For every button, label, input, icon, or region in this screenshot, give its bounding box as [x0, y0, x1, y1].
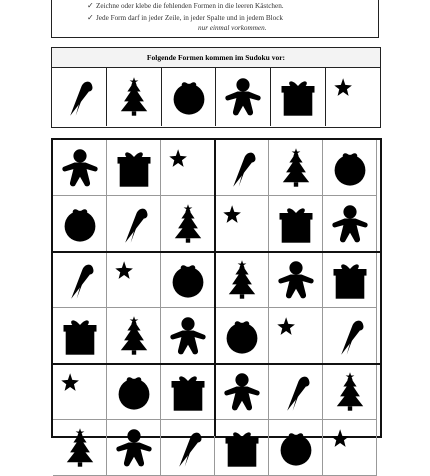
gingerbread-icon — [274, 258, 318, 302]
sudoku-cell[interactable] — [53, 308, 107, 364]
gift-icon — [166, 370, 210, 414]
candy-cane-icon — [274, 370, 318, 414]
legend-cell — [52, 68, 107, 126]
sudoku-cell[interactable] — [161, 308, 215, 364]
wreath-icon — [167, 75, 211, 119]
sudoku-cell[interactable] — [323, 420, 377, 476]
sudoku-grid — [51, 138, 382, 438]
gift-icon — [328, 258, 372, 302]
tree-icon — [112, 314, 156, 358]
tree-icon — [166, 202, 210, 246]
sudoku-cell[interactable] — [107, 140, 161, 196]
sudoku-cell[interactable] — [107, 308, 161, 364]
gingerbread-icon — [221, 75, 265, 119]
star-icon — [58, 370, 102, 414]
star-icon — [328, 426, 372, 470]
legend-cell — [271, 68, 326, 126]
sudoku-cell[interactable] — [107, 252, 161, 308]
wreath-icon — [166, 258, 210, 302]
sudoku-cell[interactable] — [269, 308, 323, 364]
gingerbread-icon — [58, 146, 102, 190]
sudoku-cell[interactable] — [323, 196, 377, 252]
legend-title: Folgende Formen kommen im Sudoku vor: — [52, 48, 380, 68]
legend-cell — [107, 68, 162, 126]
legend-cell — [326, 68, 380, 126]
candy-cane-icon — [112, 202, 156, 246]
sudoku-cell[interactable] — [215, 140, 269, 196]
tree-icon — [58, 426, 102, 470]
sudoku-cell[interactable] — [107, 420, 161, 476]
shape-legend — [51, 47, 381, 128]
sudoku-cell[interactable] — [323, 364, 377, 420]
sudoku-cell[interactable] — [53, 420, 107, 476]
tree-icon — [220, 258, 264, 302]
instruction-line-3: nur einmal vorkommen. — [198, 24, 267, 32]
tree-icon — [112, 75, 156, 119]
block-divider-horizontal — [53, 251, 380, 253]
star-icon — [331, 75, 375, 119]
sudoku-cell[interactable] — [161, 420, 215, 476]
star-icon — [220, 202, 264, 246]
sudoku-cell[interactable] — [53, 364, 107, 420]
instruction-line-2: Jede Form darf in jeder Zeile, in jeder Spalte und in jedem Block — [96, 14, 284, 22]
star-icon — [166, 146, 210, 190]
gift-icon — [274, 202, 318, 246]
checkmark-icon: ✓ — [87, 1, 94, 10]
wreath-icon — [328, 146, 372, 190]
sudoku-cell[interactable] — [215, 252, 269, 308]
tree-icon — [328, 370, 372, 414]
sudoku-cell[interactable] — [215, 196, 269, 252]
sudoku-cell[interactable] — [215, 420, 269, 476]
gingerbread-icon — [112, 426, 156, 470]
sudoku-cell[interactable] — [215, 364, 269, 420]
sudoku-cell[interactable] — [53, 196, 107, 252]
checkmark-icon: ✓ — [87, 13, 94, 22]
sudoku-cell[interactable] — [269, 252, 323, 308]
block-divider-vertical — [214, 140, 216, 436]
sudoku-cell[interactable] — [269, 196, 323, 252]
star-icon — [274, 314, 318, 358]
sudoku-cell[interactable] — [53, 140, 107, 196]
gift-icon — [112, 146, 156, 190]
candy-cane-icon — [220, 146, 264, 190]
tree-icon — [274, 146, 318, 190]
wreath-icon — [112, 370, 156, 414]
instruction-line-1: Zeichne oder klebe die fehlenden Formen in die leeren Kästchen. — [96, 2, 284, 10]
sudoku-cell[interactable] — [323, 140, 377, 196]
candy-cane-icon — [57, 75, 101, 119]
sudoku-cell[interactable] — [161, 140, 215, 196]
sudoku-cell[interactable] — [107, 364, 161, 420]
candy-cane-icon — [328, 314, 372, 358]
wreath-icon — [58, 202, 102, 246]
legend-cell — [162, 68, 217, 126]
legend-cell — [216, 68, 271, 126]
instructions-box — [51, 0, 379, 38]
gingerbread-icon — [166, 314, 210, 358]
candy-cane-icon — [58, 258, 102, 302]
gift-icon — [58, 314, 102, 358]
sudoku-cell[interactable] — [161, 364, 215, 420]
wreath-icon — [220, 314, 264, 358]
block-divider-horizontal — [53, 363, 380, 365]
sudoku-cell[interactable] — [269, 140, 323, 196]
star-icon — [112, 258, 156, 302]
sudoku-cell[interactable] — [107, 196, 161, 252]
sudoku-cell[interactable] — [323, 252, 377, 308]
gingerbread-icon — [220, 370, 264, 414]
gift-icon — [220, 426, 264, 470]
sudoku-cell[interactable] — [161, 196, 215, 252]
gingerbread-icon — [328, 202, 372, 246]
wreath-icon — [274, 426, 318, 470]
sudoku-cell[interactable] — [269, 420, 323, 476]
sudoku-cell[interactable] — [53, 252, 107, 308]
candy-cane-icon — [166, 426, 210, 470]
sudoku-cell[interactable] — [269, 364, 323, 420]
legend-row — [52, 68, 380, 126]
sudoku-cell[interactable] — [215, 308, 269, 364]
sudoku-cell[interactable] — [161, 252, 215, 308]
gift-icon — [276, 75, 320, 119]
sudoku-cell[interactable] — [323, 308, 377, 364]
